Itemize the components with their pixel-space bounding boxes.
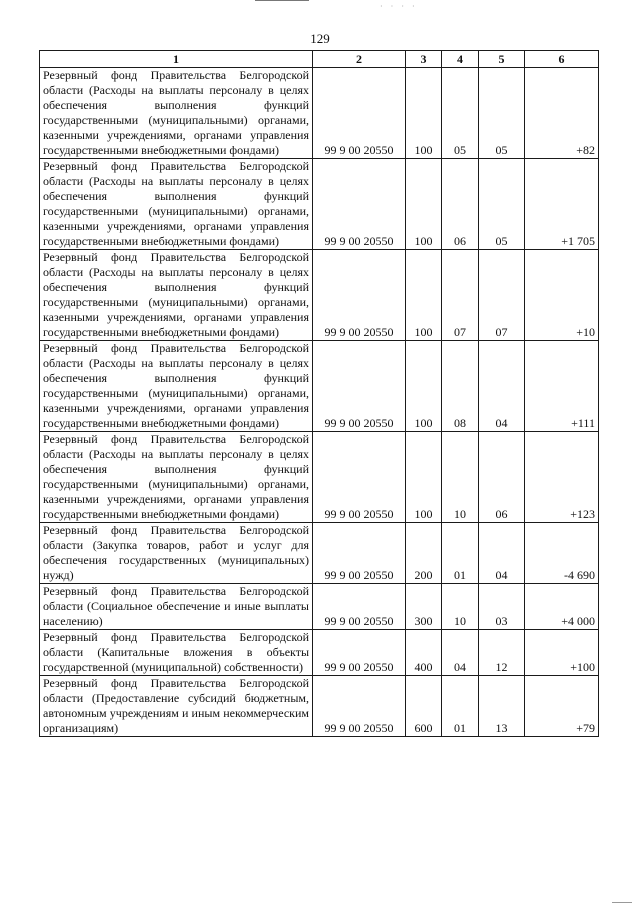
row-subsection: 04 [479,341,525,432]
row-section: 07 [442,250,479,341]
row-section: 01 [442,523,479,584]
column-header-5: 5 [479,51,525,68]
table-row [40,676,599,737]
row-target-code: 99 9 00 20550 [313,68,406,159]
table-header-row [40,51,599,68]
table-row [40,341,599,432]
row-target-code: 99 9 00 20550 [313,630,406,676]
table-row [40,159,599,250]
table-row [40,523,599,584]
column-header-3: 3 [406,51,442,68]
row-description: Резервный фонд Правительства Белгородской области (Расходы на выплаты персоналу в целях обеспечения выполнения функций государственными (муниципальными) органами, казенными учреждениями, органами управления государственными внебюджетными фондами) [40,341,313,432]
row-amount: +1 705 [525,159,599,250]
row-subsection: 13 [479,676,525,737]
table-row [40,68,599,159]
row-expense-type: 300 [406,584,442,630]
row-amount: +123 [525,432,599,523]
row-description: Резервный фонд Правительства Белгородской области (Расходы на выплаты персоналу в целях обеспечения выполнения функций государственными (муниципальными) органами, казенными учреждениями, органами управления государственными внебюджетными фондами) [40,68,313,159]
row-section: 04 [442,630,479,676]
row-expense-type: 100 [406,432,442,523]
scan-artifact-footer-line [612,902,632,903]
scan-artifact-line [255,0,309,1]
column-header-2: 2 [313,51,406,68]
row-target-code: 99 9 00 20550 [313,250,406,341]
row-description: Резервный фонд Правительства Белгородской области (Капитальные вложения в объекты государственной (муниципальной) собственности) [40,630,313,676]
row-expense-type: 100 [406,68,442,159]
row-target-code: 99 9 00 20550 [313,341,406,432]
row-subsection: 04 [479,523,525,584]
row-target-code: 99 9 00 20550 [313,523,406,584]
row-subsection: 03 [479,584,525,630]
row-expense-type: 600 [406,676,442,737]
row-section: 10 [442,584,479,630]
column-header-4: 4 [442,51,479,68]
row-amount: +82 [525,68,599,159]
row-amount: +111 [525,341,599,432]
row-subsection: 12 [479,630,525,676]
row-subsection: 05 [479,68,525,159]
row-amount: +4 000 [525,584,599,630]
row-subsection: 07 [479,250,525,341]
row-description: Резервный фонд Правительства Белгородской области (Расходы на выплаты персоналу в целях обеспечения выполнения функций государственными (муниципальными) органами, казенными учреждениями, органами управления государственными внебюджетными фондами) [40,250,313,341]
row-description: Резервный фонд Правительства Белгородской области (Расходы на выплаты персоналу в целях обеспечения выполнения функций государственными (муниципальными) органами, казенными учреждениями, органами управления государственными внебюджетными фондами) [40,432,313,523]
row-target-code: 99 9 00 20550 [313,584,406,630]
row-target-code: 99 9 00 20550 [313,676,406,737]
table-row [40,432,599,523]
page-number: 129 [310,31,330,46]
row-section: 06 [442,159,479,250]
row-amount: +10 [525,250,599,341]
row-target-code: 99 9 00 20550 [313,159,406,250]
row-description: Резервный фонд Правительства Белгородской области (Расходы на выплаты персоналу в целях обеспечения выполнения функций государственными (муниципальными) органами, казенными учреждениями, органами управления государственными внебюджетными фондами) [40,159,313,250]
row-section: 10 [442,432,479,523]
scan-artifact-dots: · · · · [380,2,418,11]
row-amount: -4 690 [525,523,599,584]
row-target-code: 99 9 00 20550 [313,432,406,523]
row-expense-type: 100 [406,250,442,341]
row-section: 08 [442,341,479,432]
row-description: Резервный фонд Правительства Белгородской области (Предоставление субсидий бюджетным, автономным учреждениям и иным некоммерческим организациям) [40,676,313,737]
column-header-6: 6 [525,51,599,68]
table-row [40,630,599,676]
row-description: Резервный фонд Правительства Белгородской области (Социальное обеспечение и иные выплаты населению) [40,584,313,630]
row-expense-type: 100 [406,341,442,432]
row-amount: +100 [525,630,599,676]
budget-table [39,50,599,737]
table-row [40,584,599,630]
table-row [40,250,599,341]
row-expense-type: 400 [406,630,442,676]
row-section: 05 [442,68,479,159]
row-section: 01 [442,676,479,737]
row-subsection: 05 [479,159,525,250]
row-subsection: 06 [479,432,525,523]
row-expense-type: 100 [406,159,442,250]
row-amount: +79 [525,676,599,737]
row-description: Резервный фонд Правительства Белгородской области (Закупка товаров, работ и услуг для обеспечения государственных (муниципальных) нужд) [40,523,313,584]
row-expense-type: 200 [406,523,442,584]
column-header-1: 1 [40,51,313,68]
